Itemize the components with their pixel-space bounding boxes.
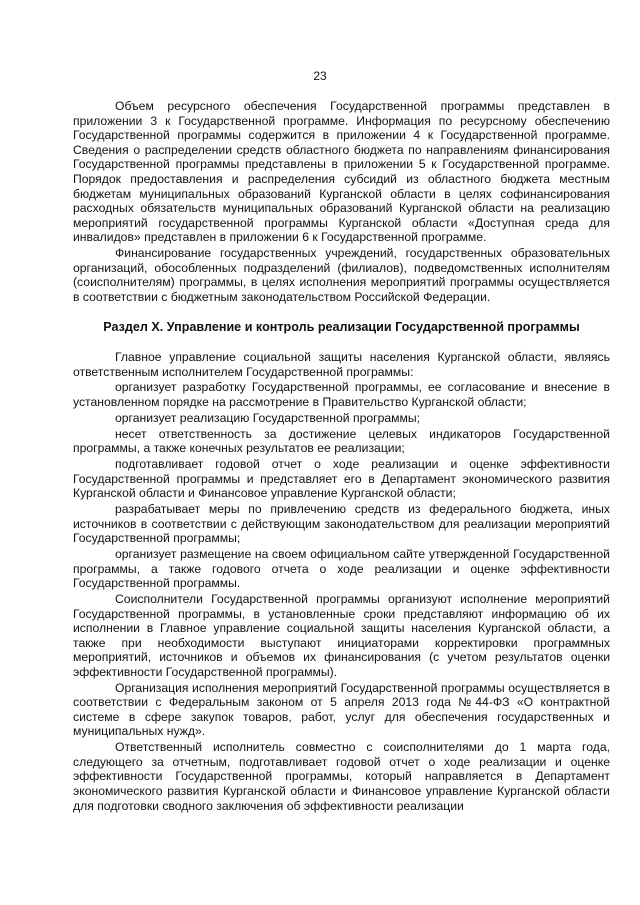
- paragraph-annual-report-deadline: Ответственный исполнитель совместно с соисполнителями до 1 марта года, следующего за отчетным, подготавливает годовой отчет о ходе реализации и оценке эффективности Государственной программы, который направляется в Департамент экономического развития Курганской области и Финансовое управление Курганской области для подготовки сводного заключения об эффективности реализации: [73, 740, 610, 813]
- section-heading: Раздел X. Управление и контроль реализации Государственной программы: [103, 319, 580, 334]
- paragraph-duty-federal-funds: разрабатывает меры по привлечению средств из федерального бюджета, иных источников в соответствии с действующим законодательством для реализации мероприятий Государственной программы;: [73, 501, 610, 546]
- paragraph-duty-responsibility: несет ответственность за достижение целевых индикаторов Государственной программы, а также конечных результатов ее реализации;: [73, 426, 610, 456]
- paragraph-main-directorate: Главное управление социальной защиты населения Курганской области, являясь ответственным исполнителем Государственной программы:: [73, 350, 610, 379]
- paragraph-co-executors: Соисполнители Государственной программы организуют исполнение мероприятий Государственной программы, в установленные сроки представляют информацию об их исполнении в Главное управление социальной защиты населения Курганской области, а также при необходимости выступают инициаторами корректировки программных мероприятий, источников и объемов их финансирования (с учетом результатов оценки эффективности Государственной программы).: [73, 591, 610, 679]
- paragraph-financing-institutions: Финансирование государственных учреждений, государственных образовательных организаций, обособленных подразделений (филиалов), подведомственных исполнителям (соисполнителям) программы, в целях исполнения мероприятий программы осуществляется в соответствии с бюджетным законодательством Российской Федерации.: [73, 246, 610, 304]
- paragraph-resource-provision: Объем ресурсного обеспечения Государственной программы представлен в приложении 3 к Государственной программе. Информация по ресурсному обеспечению Государственной программы содержится в приложении 4 к Государственной программе. Сведения о распределении средств областного бюджета по направлениям финансирования Государственной программы представлены в приложении 5 к Государственной программе. Порядок предоставления и распределения субсидий из областного бюджета местным бюджетам муниципальных образований Курганской области в целях софинансирования расходных обязательств муниципальных образований Курганской области на реализацию мероприятий государственной программы Курганской области «Доступная среда для инвалидов» представлен в приложении 6 к Государственной программе.: [73, 99, 610, 245]
- document-body: [73, 99, 610, 814]
- paragraph-duty-annual-report: подготавливает годовой отчет о ходе реализации и оценке эффективности Государственной программы и представляет его в Департамент экономического развития Курганской области и Финансовое управление Курганской области;: [73, 457, 610, 501]
- paragraph-procurement: Организация исполнения мероприятий Государственной программы осуществляется в соответствии с Федеральным законом от 5 апреля 2013 года №44-ФЗ «О контрактной системе в сфере закупок товаров, работ, услуг для обеспечения государственных и муниципальных нужд».: [73, 680, 610, 739]
- page-number: 23: [313, 69, 327, 83]
- paragraph-duty-development: организует разработку Государственной программы, ее согласование и внесение в установленном порядке на рассмотрение в Правительство Курганской области;: [73, 380, 610, 410]
- paragraph-duty-implementation: организует реализацию Государственной программы;: [115, 410, 421, 425]
- paragraph-duty-publication: организует размещение на своем официальном сайте утвержденной Государственной программы, а также годового отчета о ходе реализации и оценке эффективности Государственной программы.: [73, 546, 610, 591]
